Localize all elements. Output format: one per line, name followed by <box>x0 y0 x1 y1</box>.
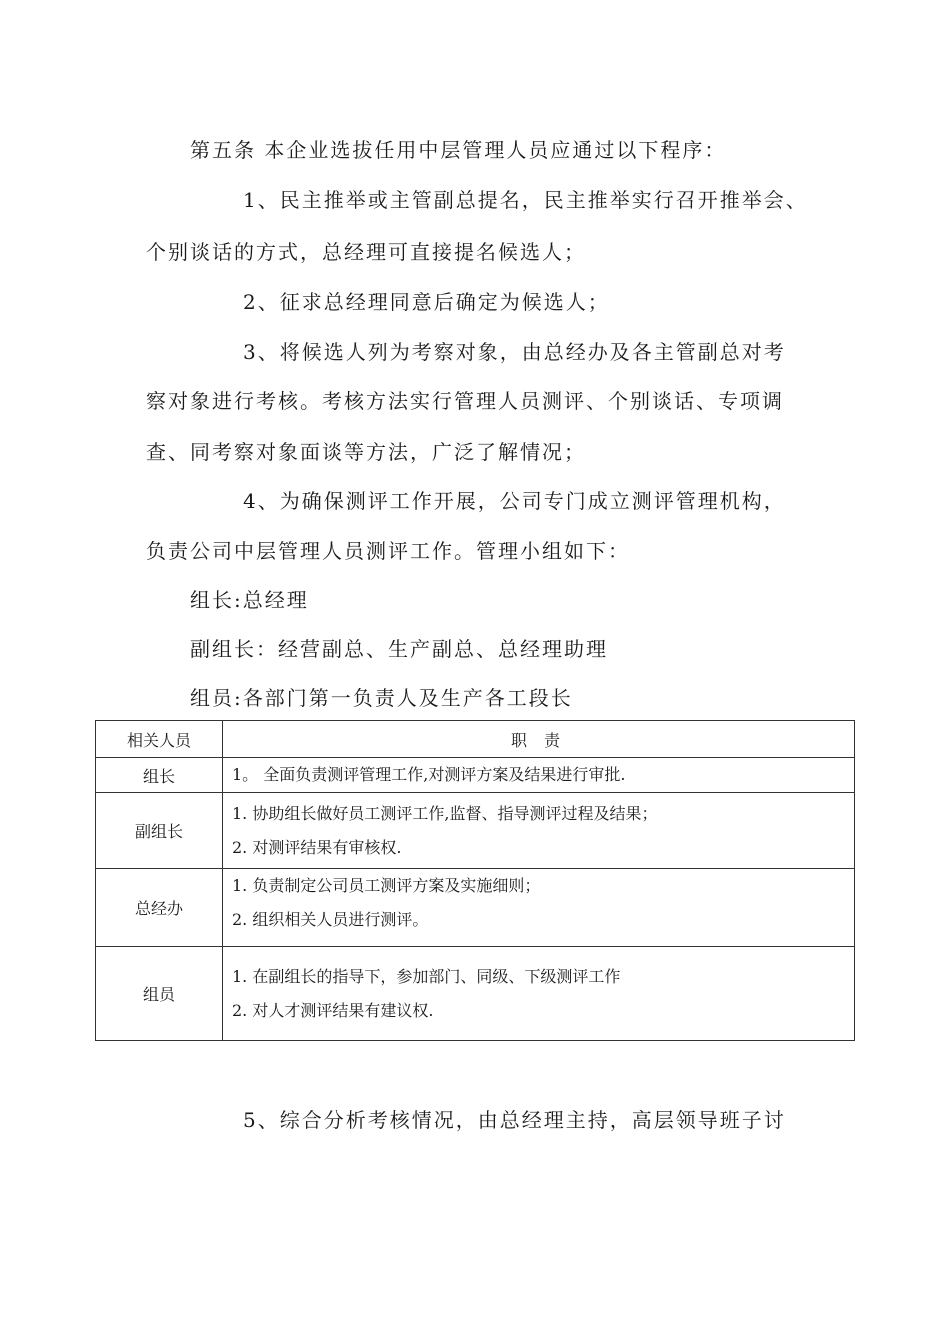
deputy-leader-line: 副组长：经营副总、生产副总、总经理助理 <box>190 637 608 661</box>
duties-cell <box>223 869 855 947</box>
step-4-line-2: 负责公司中层管理人员测评工作。管理小组如下： <box>146 539 630 563</box>
header-duties: 职 责 <box>223 721 855 758</box>
duty-item: 1. 协助组长做好员工测评工作,监督、指导测评过程及结果； <box>232 803 658 823</box>
header-role: 相关人员 <box>96 721 223 758</box>
duties-cell <box>223 758 855 793</box>
step-1-line-2: 个别谈话的方式，总经理可直接提名候选人； <box>146 240 586 264</box>
role-cell: 组长 <box>96 758 223 793</box>
step-3-line-1: 3、将候选人列为考察对象，由总经办及各主管副总对考 <box>243 340 786 364</box>
step-2: 2、征求总经理同意后确定为候选人； <box>243 290 610 314</box>
duty-item: 2. 对测评结果有审核权. <box>232 837 402 857</box>
duty-item: 1. 负责制定公司员工测评方案及实施细则； <box>232 876 541 895</box>
step-3-line-3: 查、同考察对象面谈等方法，广泛了解情况； <box>146 440 586 464</box>
duties-cell <box>223 793 855 869</box>
step-3-line-2: 察对象进行考核。考核方法实行管理人员测评、个别谈话、专项调 <box>146 389 784 413</box>
article-5-heading: 第五条 本企业选拔任用中层管理人员应通过以下程序： <box>190 138 727 162</box>
duty-item: 1. 在副组长的指导下，参加部门、同级、下级测评工作 <box>232 966 621 986</box>
role-cell: 副组长 <box>96 793 223 869</box>
duty-item: 2. 对人才测评结果有建议权. <box>232 1000 434 1020</box>
members-line: 组员:各部门第一负责人及生产各工段长 <box>190 686 573 710</box>
responsibility-table <box>95 720 855 1041</box>
role-cell: 总经办 <box>96 869 223 947</box>
step-5-line-1: 5、综合分析考核情况，由总经理主持，高层领导班子讨 <box>243 1108 786 1132</box>
duty-item: 1。 全面负责测评管理工作,对测评方案及结果进行审批. <box>232 765 626 784</box>
duty-item: 2. 组织相关人员进行测评。 <box>232 910 429 929</box>
step-1-line-1: 1、民主推举或主管副总提名，民主推举实行召开推举会、 <box>243 188 808 212</box>
table-header-row <box>96 721 855 758</box>
leader-line: 组长:总经理 <box>190 588 309 612</box>
table-row <box>96 947 855 1041</box>
step-4-line-1: 4、为确保测评工作开展，公司专门成立测评管理机构， <box>243 489 786 513</box>
role-cell: 组员 <box>96 947 223 1041</box>
table-row <box>96 758 855 793</box>
table-row <box>96 869 855 947</box>
table-row <box>96 793 855 869</box>
duties-cell <box>223 947 855 1041</box>
